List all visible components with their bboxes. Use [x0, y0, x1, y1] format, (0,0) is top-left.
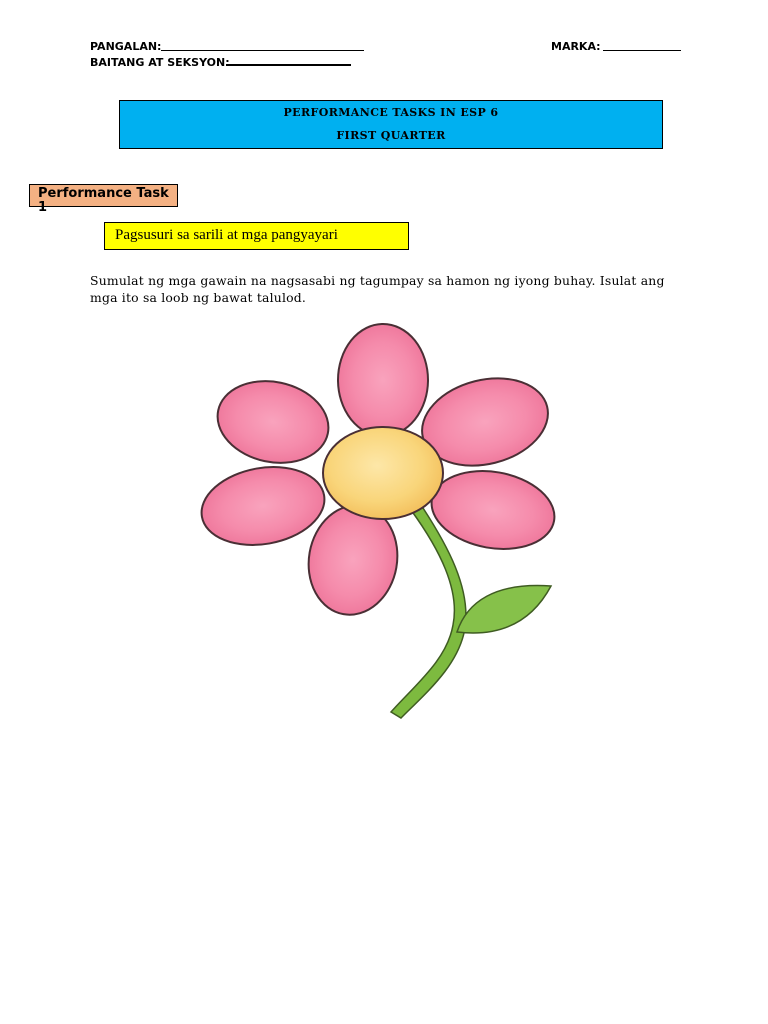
title-line-2: FIRST QUARTER: [336, 129, 446, 142]
performance-task-label: Performance Task 1: [29, 184, 178, 207]
leaf-shape: [457, 585, 551, 632]
score-label: MARKA:: [551, 40, 601, 53]
petal-lower-right: [425, 462, 560, 558]
petal-top: [338, 324, 428, 436]
name-label: PANGALAN:: [90, 40, 162, 53]
instructions-text: Sumulat ng mga gawain na nagsasabi ng tagumpay sa hamon ng iyong buhay. Isulat ang mga ito sa loob ng bawat talulod.: [90, 273, 665, 305]
petal-lower-left: [195, 458, 330, 554]
grade-section-label: BAITANG AT SEKSYON:: [90, 56, 230, 69]
flower-center: [323, 427, 443, 519]
title-banner: [119, 100, 663, 149]
title-line-1: PERFORMANCE TASKS IN ESP 6: [283, 106, 499, 119]
grade-section-blank-line[interactable]: [226, 64, 351, 66]
score-blank-line[interactable]: [603, 50, 681, 51]
name-blank-line[interactable]: [161, 50, 364, 51]
petal-upper-left: [210, 371, 336, 473]
subtitle-label: Pagsusuri sa sarili at mga pangyayari: [104, 222, 409, 250]
flower-icon: [195, 320, 575, 720]
stem-shape: [391, 508, 466, 718]
